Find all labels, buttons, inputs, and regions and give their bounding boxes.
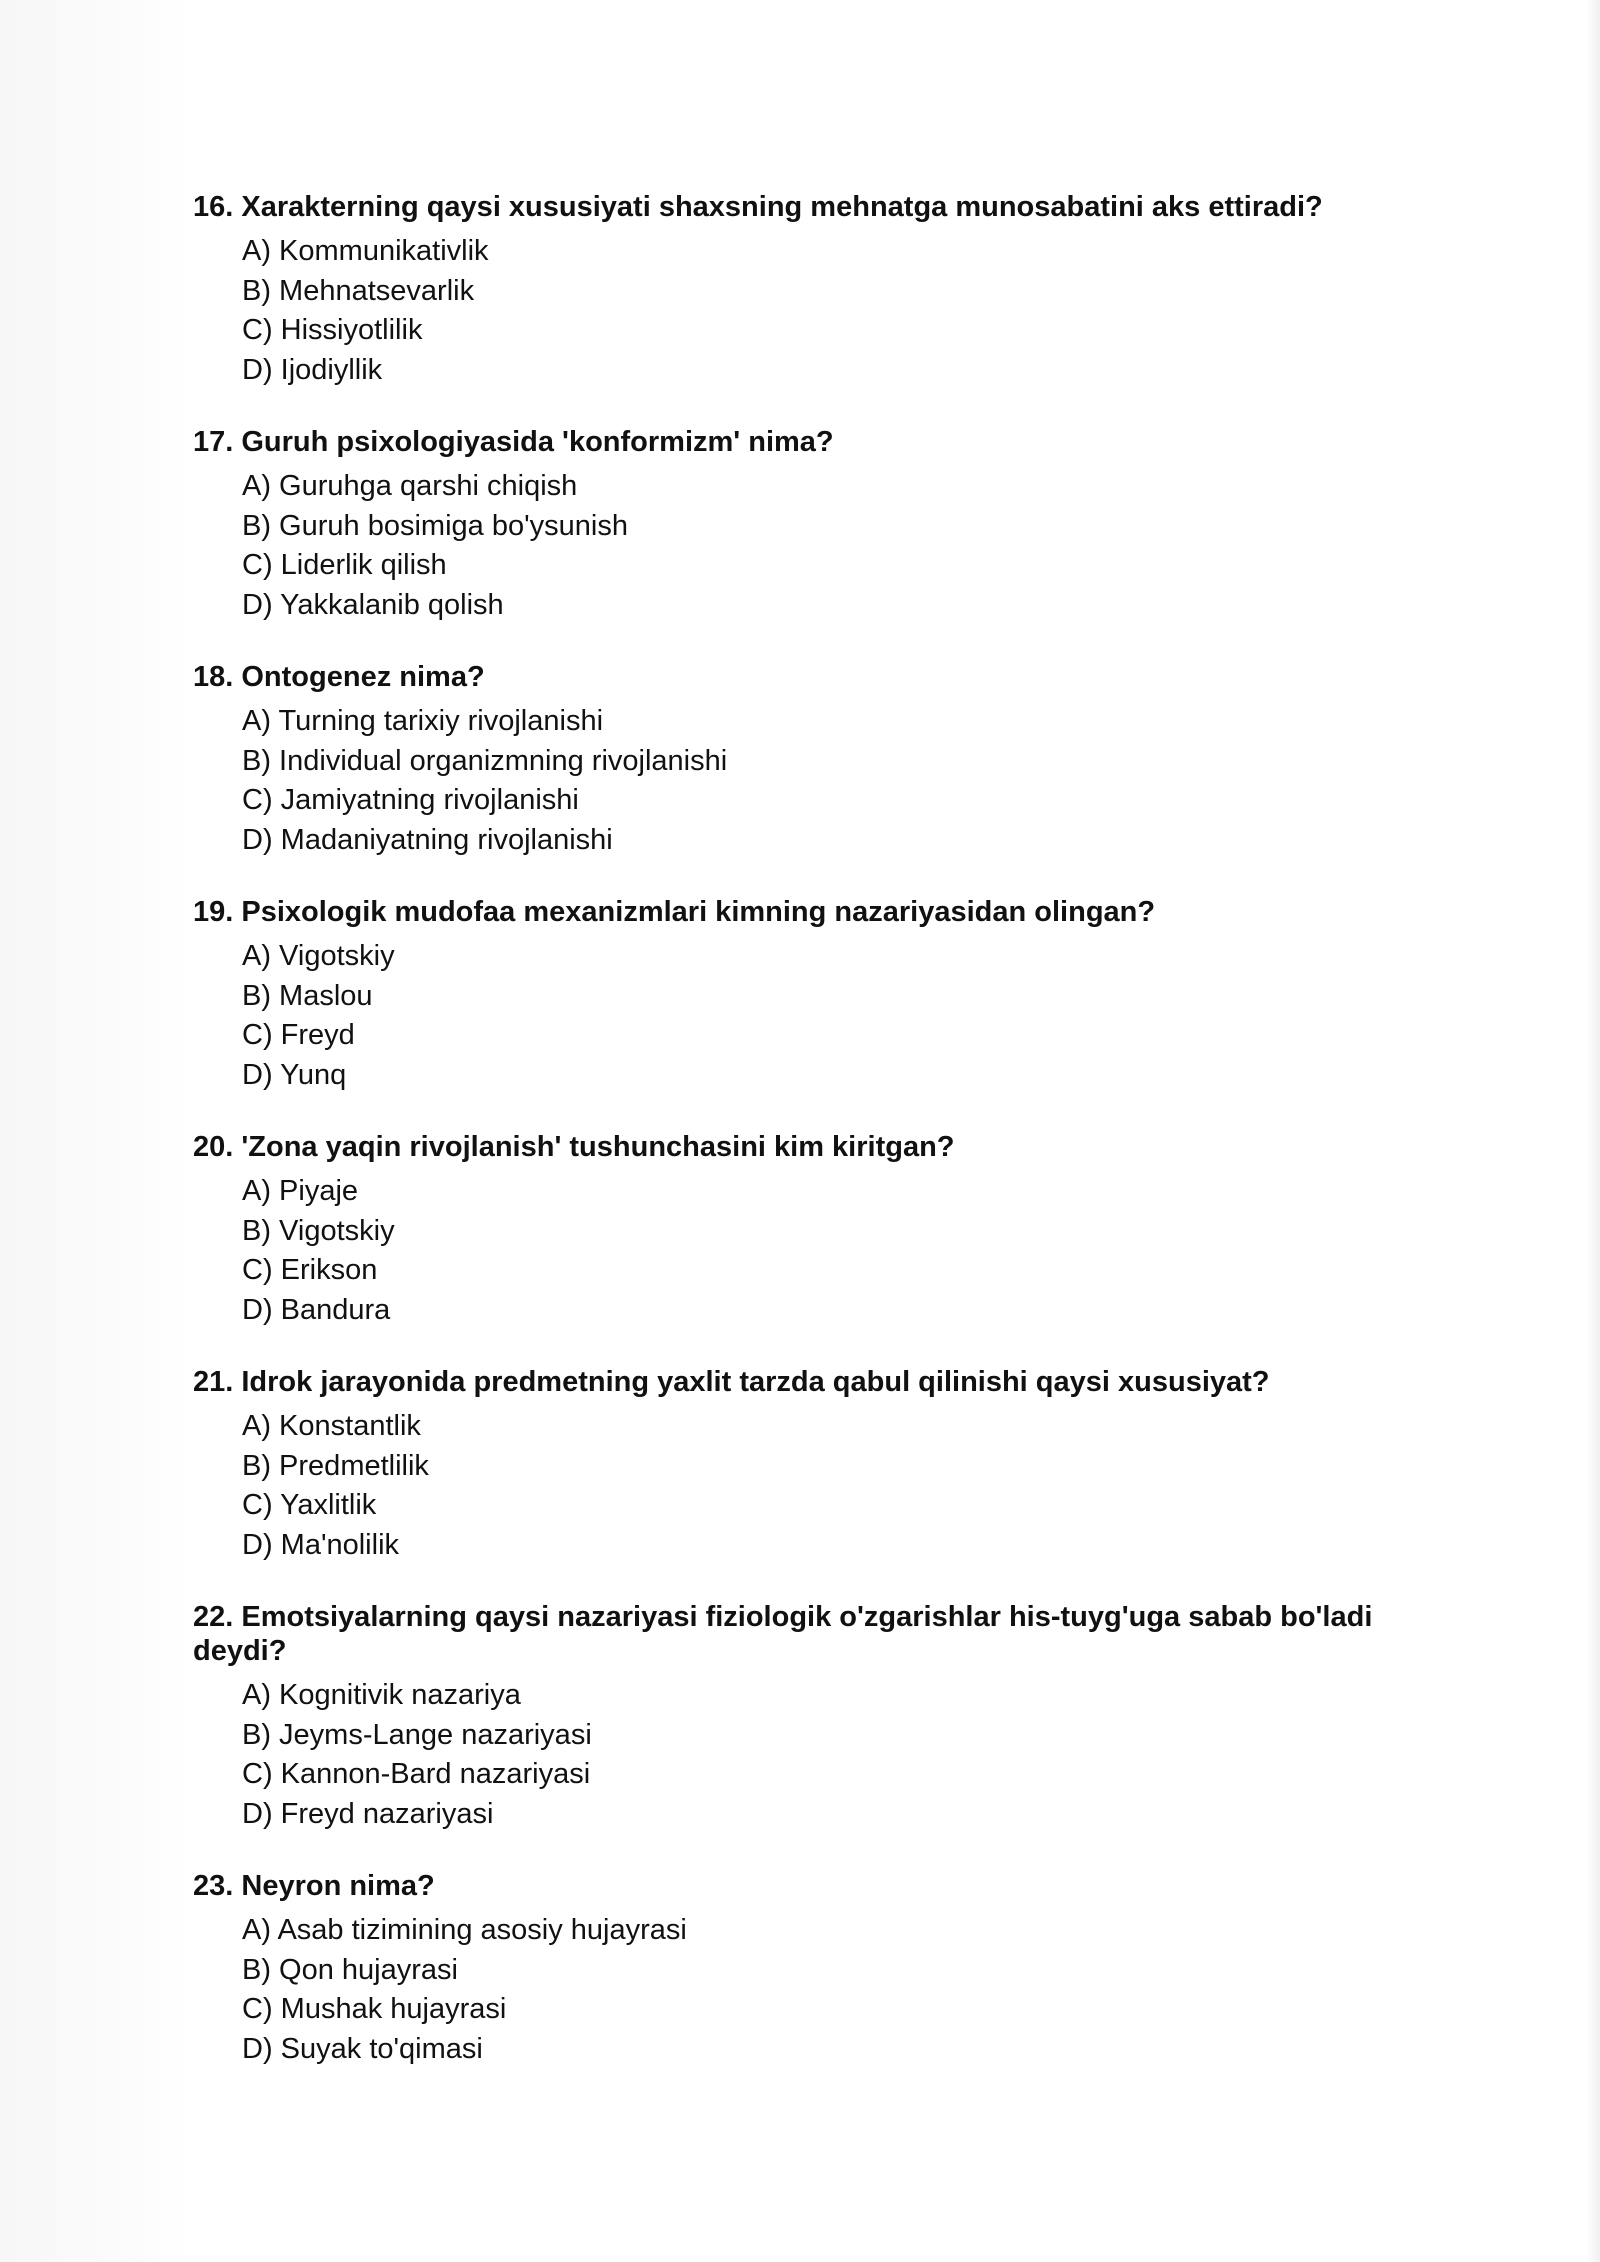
answer-option: C) Freyd [242,1019,355,1051]
question-title: 23. Neyron nima? [193,1870,435,1902]
answer-option: B) Guruh bosimiga bo'ysunish [242,509,628,542]
question-title: 20. 'Zona yaqin rivojlanish' tushunchasini kim kiritgan? [193,1131,955,1163]
document-body [193,190,1423,2104]
answer-options [193,467,1423,625]
question-block [193,190,1423,390]
answer-option: B) Maslou [242,979,373,1012]
answer-option: A) Vigotskiy [242,940,395,972]
question-title: 22. Emotsiyalarning qaysi nazariyasi fiziologik o'zgarishlar his-tuyg'uga sabab bo'ladi deydi? [193,1601,1373,1667]
answer-option: A) Piyaje [242,1175,359,1207]
answer-option: D) Yunq [242,1058,347,1091]
answer-options [193,1676,1423,1834]
answer-option: C) Erikson [242,1254,378,1286]
answer-option: D) Madaniyatning rivojlanishi [242,823,613,856]
answer-option: D) Ma'nolilik [242,1528,400,1561]
answer-option: D) Ijodiyllik [242,353,383,386]
answer-option: B) Mehnatsevarlik [242,274,475,307]
answer-option: B) Individual organizmning rivojlanishi [242,744,728,777]
answer-option: C) Hissiyotlilik [242,314,423,346]
question-block [193,1869,1423,2069]
answer-options [193,1172,1423,1330]
answer-option: C) Mushak hujayrasi [242,1993,507,2025]
answer-options [193,702,1423,860]
answer-option: C) Liderlik qilish [242,549,447,581]
answer-option: B) Vigotskiy [242,1214,395,1247]
answer-option: A) Konstantlik [242,1410,421,1442]
answer-option: D) Yakkalanib qolish [242,588,504,621]
answer-option: D) Suyak to'qimasi [242,2032,483,2065]
question-block [193,1365,1423,1565]
question-title: 19. Psixologik mudofaa mexanizmlari kimning nazariyasidan olingan? [193,896,1156,928]
question-block [193,1130,1423,1330]
answer-option: A) Kommunikativlik [242,235,489,267]
answer-option: D) Freyd nazariyasi [242,1797,494,1830]
question-title: 18. Ontogenez nima? [193,661,485,693]
question-block [193,660,1423,860]
answer-option: A) Kognitivik nazariya [242,1679,521,1711]
question-title: 17. Guruh psixologiyasida 'konformizm' nima? [193,426,834,458]
question-title: 16. Xarakterning qaysi xususiyati shaxsning mehnatga munosabatini aks ettiradi? [193,191,1323,223]
answer-option: A) Guruhga qarshi chiqish [242,470,578,502]
answer-option: B) Qon hujayrasi [242,1953,458,1986]
answer-option: D) Bandura [242,1293,391,1326]
question-block [193,1600,1423,1834]
page-edge-shadow-left [0,0,190,2262]
answer-options [193,1407,1423,1565]
answer-options [193,232,1423,390]
answer-option: C) Kannon-Bard nazariyasi [242,1758,591,1790]
question-block [193,895,1423,1095]
answer-option: A) Asab tizimining asosiy hujayrasi [242,1914,687,1946]
page-edge-shadow-right [1586,0,1600,2262]
answer-options [193,1911,1423,2069]
question-block [193,425,1423,625]
answer-option: B) Jeyms-Lange nazariyasi [242,1718,592,1751]
answer-options [193,937,1423,1095]
answer-option: B) Predmetlilik [242,1449,429,1482]
question-title: 21. Idrok jarayonida predmetning yaxlit tarzda qabul qilinishi qaysi xususiyat? [193,1366,1270,1398]
answer-option: C) Yaxlitlik [242,1489,377,1521]
answer-option: C) Jamiyatning rivojlanishi [242,784,579,816]
answer-option: A) Turning tarixiy rivojlanishi [242,705,604,737]
